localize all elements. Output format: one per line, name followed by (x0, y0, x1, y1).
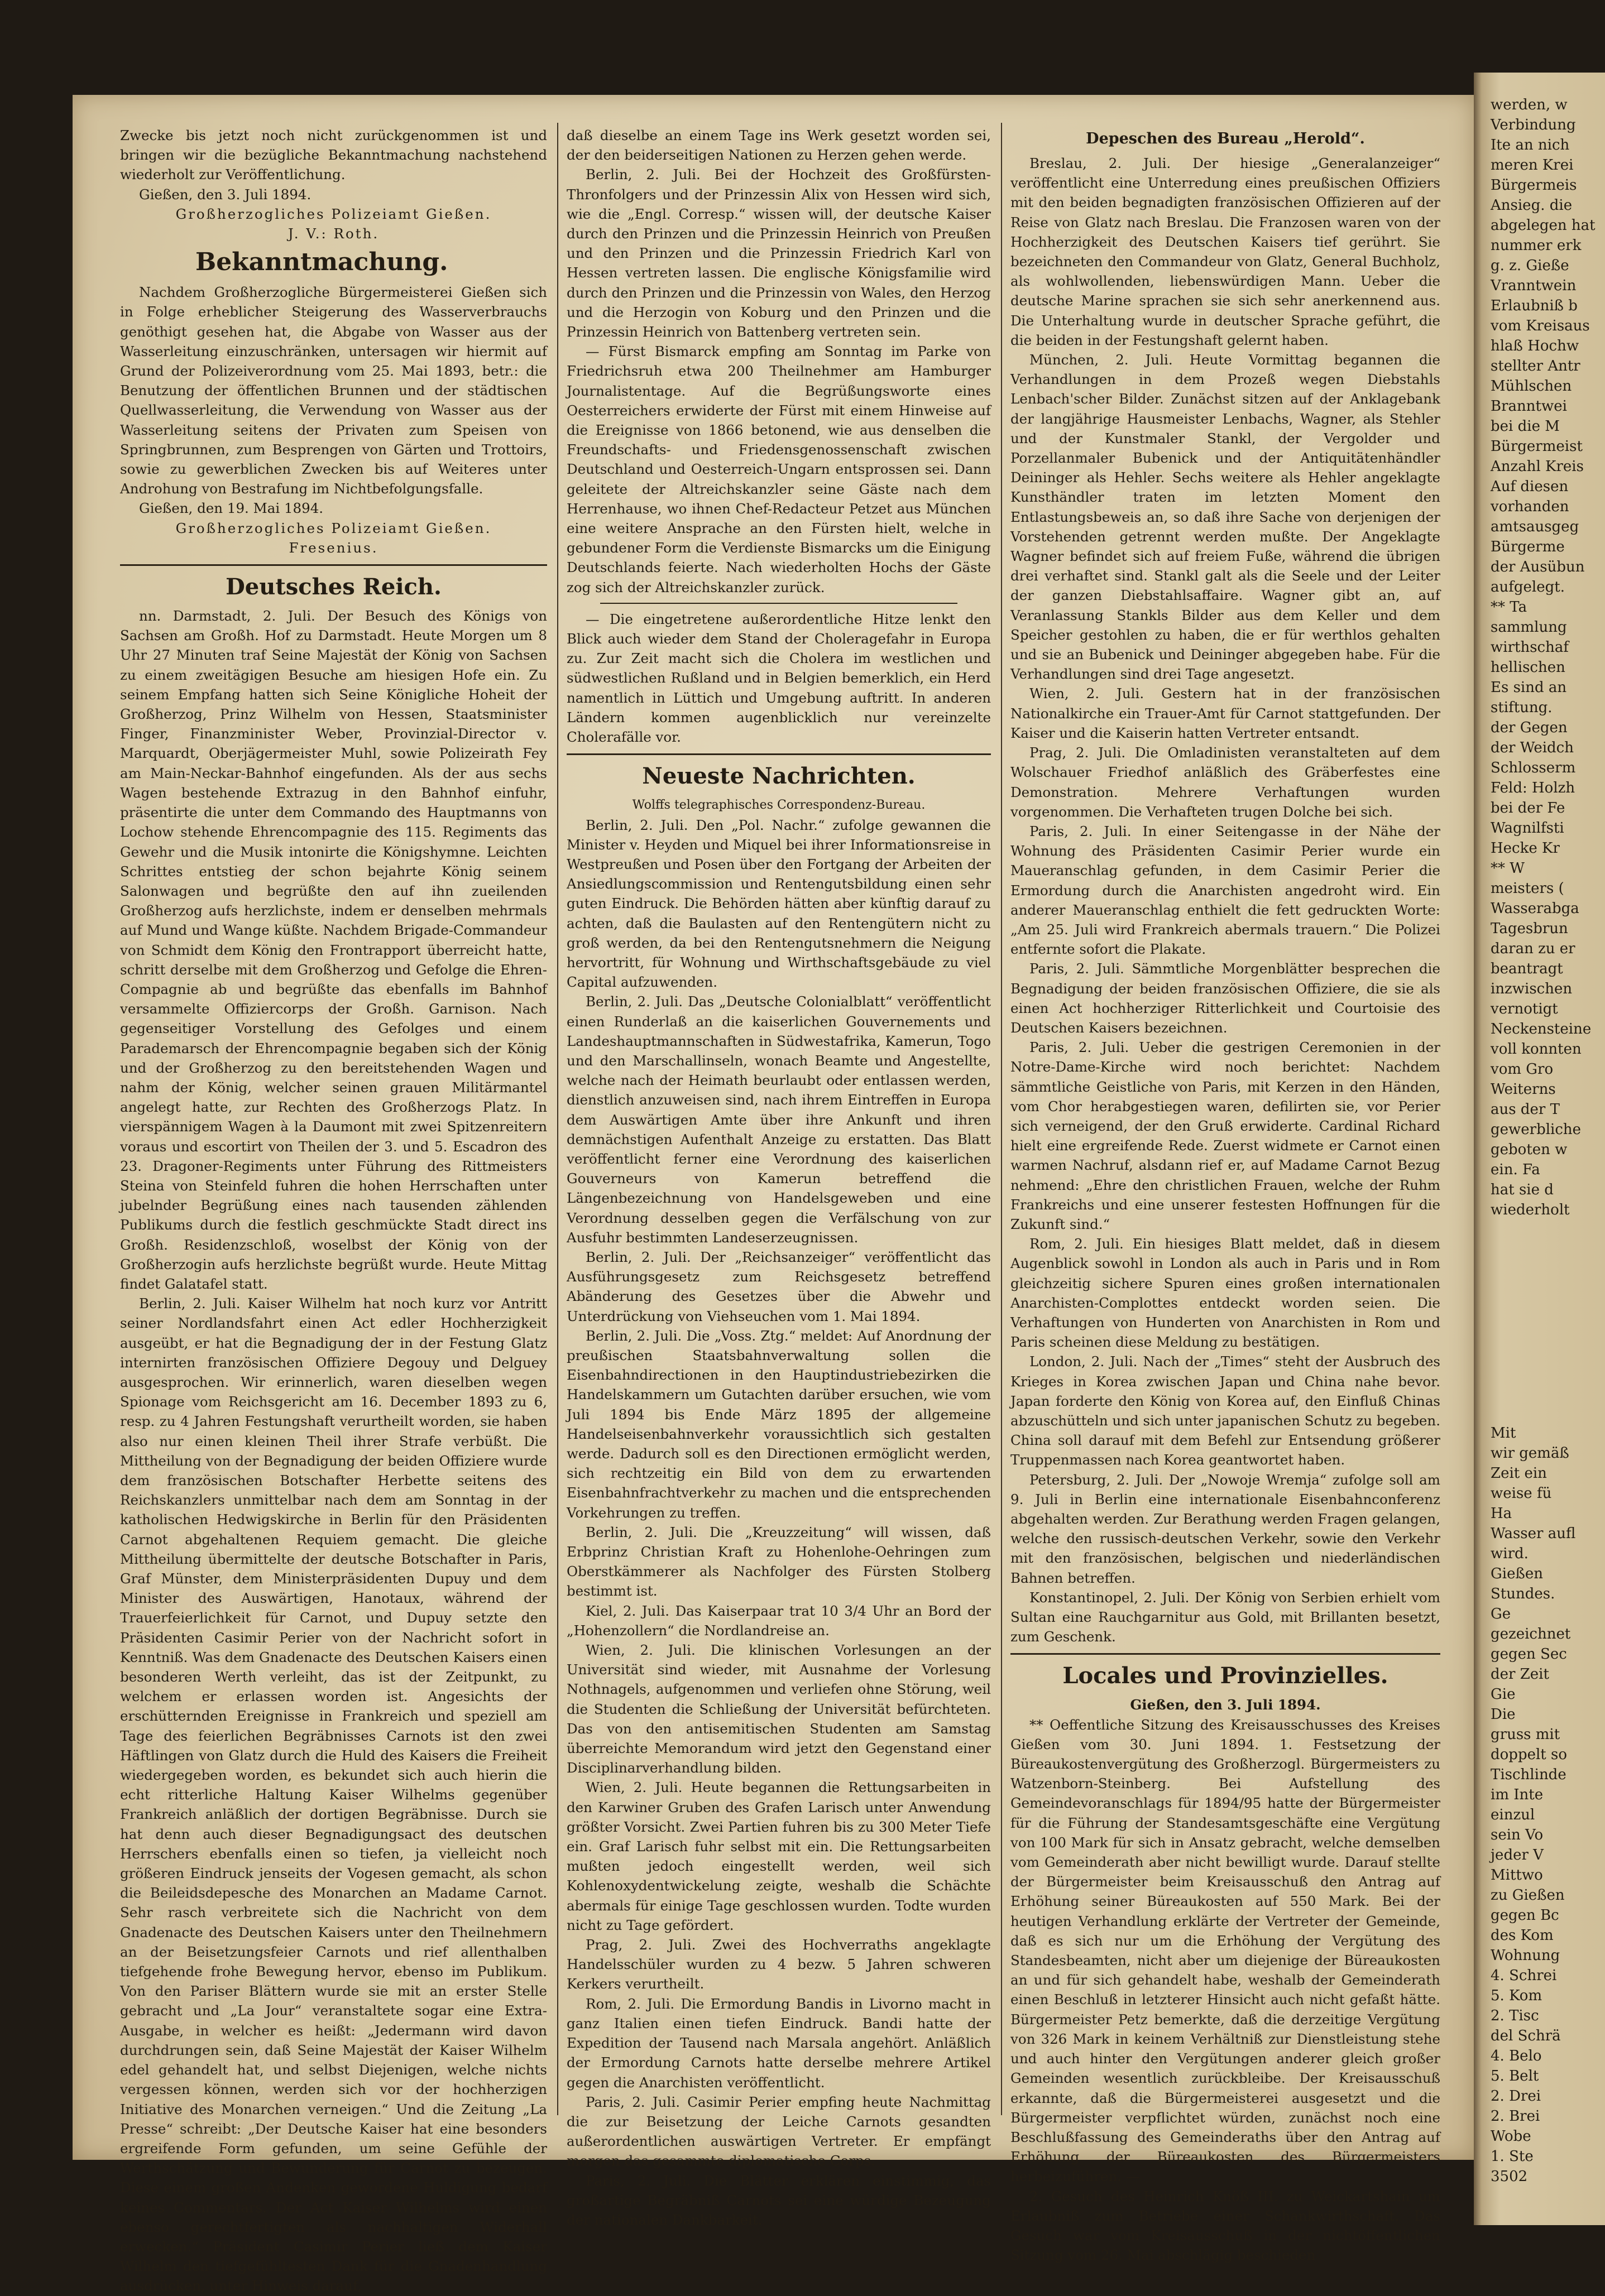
adjacent-page-line: voll konnten (1491, 1041, 1582, 1058)
adjacent-page-line: ** W (1491, 860, 1525, 877)
dispatch-item: Breslau, 2. Juli. Der hiesige „Generalanzeiger“ veröffentlicht eine Unterredung eines preußischen Offiziers mit den beiden begnadigten französischen Offizieren auf der Reise von Glatz nach Breslau. Die Franzosen waren von der Hochherzigkeit des Deutschen Kaisers tief gerührt. Sie bezeichneten den Commandeur von Glatz, General Buchholz, als wohlwollenden, liebenswürdigen Mann. Ueber die deutsche Marine sprachen sie sich sehr anerkennend aus. Die Unterhaltung wurde in deutscher Sprache geführt, die die beiden in der Festungshaft gelernt haben. (1010, 155, 1440, 348)
notice-authority: Großherzogliches Polizeiamt Gießen. (175, 205, 492, 222)
local-dateline: Gießen, den 3. Juli 1894. (1130, 1697, 1321, 1713)
adjacent-page-line: gegen Sec (1491, 1646, 1567, 1663)
adjacent-page-line: doppelt so (1491, 1746, 1567, 1763)
adjacent-page-line: Die (1491, 1706, 1516, 1723)
adjacent-page-line: gruss mit (1491, 1726, 1560, 1743)
adjacent-page-line: geboten w (1491, 1141, 1568, 1158)
section-divider (1010, 1653, 1440, 1655)
adjacent-page-line: beantragt (1491, 960, 1563, 977)
adjacent-page-line: del Schrä (1491, 2028, 1561, 2044)
adjacent-page-line: Anzahl Kreis (1491, 458, 1584, 475)
dispatch-item: Paris, 2. Juli. Sämmtliche Morgenblätter besprechen die Begnadigung der beiden französischen Offiziere, die sie als einen Act hochherziger Ritterlichkeit und Courtoisie des Deutschen Kaisers bezeichnen. (1010, 960, 1440, 1036)
adjacent-page-line: vom Gro (1491, 1061, 1554, 1078)
section-divider (120, 564, 547, 566)
adjacent-page-line: g. z. Gieße (1491, 257, 1569, 274)
adjacent-page-line: wird. (1491, 1545, 1529, 1562)
adjacent-page-line: bei die M (1491, 418, 1560, 435)
adjacent-page-line: Feld: Holzh (1491, 780, 1575, 796)
dispatch-item: Rom, 2. Juli. Ein hiesiges Blatt meldet, daß in diesem Augenblick sowohl in London als auch in Paris und in Rom gleichzeitig sichere Spuren eines großen internationalen Anarchisten-Complottes entdeckt worden seien. Die Verhaftungen von Hunderten von Anarchisten in Rom und Paris scheinen diese Meldung zu bestätigen. (1010, 1236, 1440, 1351)
newspaper-page (73, 95, 1474, 2294)
adjacent-page-line: Mühlschen (1491, 378, 1572, 395)
news-item: Rom, 2. Juli. Die Ermordung Bandis in Livorno macht in ganz Italien einen tiefen Eindruck. Bandi hatte der Expedition der Tausend nach Marsala angehört. Anläßlich der Ermordung Carnots hatte derselbe mehrere Artikel gegen die Anarchisten veröffentlicht. (567, 1995, 991, 2091)
article-paragraph: — Die eingetretene außerordentliche Hitze lenkt den Blick auch wieder dem Stand der Choleragefahr in Europa zu. Zur Zeit macht sich die Cholera im westlichen und südwestlichen Rußland und in Belgien bemerklich, ein Herd namentlich in Lüttich und Umgebung auftritt. In anderen Ländern kommen augenblicklich nur vereinzelte Cholerafälle vor. (567, 611, 991, 746)
article-paragraph: daß dieselbe an einem Tage ins Werk gesetzt worden sei, der den beiderseitigen Nationen zu Herzen gehen werde. (567, 127, 991, 164)
adjacent-page-line: 2. Tisc (1491, 2007, 1539, 2024)
adjacent-page-text-bottom (1474, 1423, 1575, 2187)
adjacent-page-line: der Zeit (1491, 1666, 1549, 1683)
adjacent-page-line: vorhanden (1491, 498, 1569, 515)
adjacent-page-line: Gie (1491, 1686, 1516, 1703)
adjacent-page-line: Auf diesen (1491, 478, 1569, 495)
adjacent-page-line: Ansieg. die (1491, 197, 1573, 214)
adjacent-page-line: daran zu er (1491, 940, 1575, 957)
news-item: Berlin, 2. Juli. Die „Kreuzzeitung“ will wissen, daß Erbprinz Christian Kraft zu Hohenlohe-Oehringen zum Oberstkämmerer als Nachfolger des Fürsten Stolberg bestimmt ist. (567, 1524, 991, 1599)
adjacent-page-line: Erlaubniß b (1491, 297, 1578, 314)
adjacent-page-line: Neckensteine (1491, 1021, 1592, 1037)
adjacent-page-line: gezeichnet (1491, 1626, 1571, 1642)
adjacent-page-line: hlaß Hochw (1491, 338, 1579, 354)
adjacent-page-line: zu Gießen (1491, 1887, 1565, 1904)
column-2 (567, 126, 991, 2230)
short-divider (600, 603, 957, 604)
adjacent-page-line: Bürgermeis (1491, 177, 1577, 194)
adjacent-page-line: Tagesbrun (1491, 920, 1568, 937)
adjacent-page-line: Wasserabga (1491, 900, 1579, 917)
announcement-body: Nachdem Großherzogliche Bürgermeisterei Gießen sich in Folge erheblicher Steigerung des Wasserverbrauchs genöthigt gesehen hat, die Abgabe von Wasser aus der Wasserleitung einzuschränken, untersagen wir hiermit auf Grund der Polizeiverordnung vom 25. Mai 1893, betr.: die Benutzung der öffentlichen Brunnen und der städtischen Quellwasserleitung, die Verwendung von Wasser aus der Wasserleitung seitens der Privaten zum Speisen von Springbrunnen, zum Besprengen von Gärten und Trottoirs, sowie zu gewerblichen Zwecken bis auf Weiteres unter Androhung von Bestrafung im Nichtbefolgungsfalle. (120, 284, 547, 497)
adjacent-page-line: Mit (1491, 1425, 1516, 1442)
adjacent-page-line: inzwischen (1491, 981, 1573, 997)
adjacent-page-line: sammlung (1491, 619, 1567, 636)
adjacent-page-line: Mittwo (1491, 1867, 1543, 1884)
adjacent-page-line: vom Kreisaus (1491, 318, 1590, 334)
dispatch-item: Konstantinopel, 2. Juli. Der König von Serbien erhielt vom Sultan eine Rauchgarnitur aus Gold, mit Brillanten besetzt, zum Geschenk. (1010, 1589, 1440, 1645)
adjacent-page-line: Schlosserm (1491, 760, 1576, 776)
article-paragraph: — Fürst Bismarck empfing am Sonntag im Parke von Friedrichsruh etwa 200 Theilnehmer am Hamburger Journalistentage. Auf die Begrüßungsworte eines Oesterreichers erwiderte der Fürst mit einem Hinweise auf die Ereignisse von 1866 betonend, wie aus denselben die Freundschafts- und Friedensgenossenschaft zwischen Deutschland und Oesterreich-Ungarn entsprossen sei. Dann geleitete der Altreichskanzler seine Gäste nach dem Herrenhause, wo ihnen Chef-Redacteur Petzet aus München eine weitere Ansprache an den Fürsten hielt, welche in gebundener Form die Verdienste Bismarcks um die Einigung Deutschlands feierte. Nach wiederholten Hochs der Gäste zog sich der Altreichskanzler zurück. (567, 343, 991, 595)
adjacent-page-line: bei der Fe (1491, 800, 1565, 816)
adjacent-page-line: gegen Bc (1491, 1907, 1559, 1924)
adjacent-page-line: Vranntwein (1491, 277, 1577, 294)
local-item: ** Oeffentliche Sitzung des Kreisausschusses des Kreises Gießen vom 30. Juni 1894. 1. Festsetzung der Büreaukostenvergütung des Großherzogl. Bürgermeisters zu Watzenborn-Steinberg. Bei Aufstellung des Gemeindevoranschlags für 1894/95 hatte der Bürgermeister für die Führung der Standesamtsgeschäfte eine Vergütung von 100 Mark für sich in Ansatz gebracht, welche demselben vom Gemeinderath aber nicht bewilligt wurde. Darauf stellte der Bürgermeister beim Kreisausschuß den Antrag auf Erhöhung seiner Büreaukosten auf 550 Mark. Bei der heutigen Verhandlung erklärte der Vertreter der Gemeinde, daß es sich nur um die Erhöhung der Vergütung des Standesbeamten, nicht aber um diejenige der Büreaukosten an und für sich gehandelt habe, weshalb der Gemeinderath einen Beschluß in letzterer Hinsicht auch nicht gefaßt hätte. Bürgermeister Petz bemerkte, daß die derzeitige Vergütung von 326 Mark in keinem Verhältniß zur Dienstleistung stehe und auch hinter den Vergütungen anderer gleich großer Gemeinden wesentlich zurückbleibe. Der Kreisausschuß erkannte, daß die Bürgermeisterei ausgesetzt und die Bürgermeister verpflichtet würden, zunächst noch eine Beschlußfassung des Gemeinderaths über den Antrag auf Erhöhung der Büreaukosten des Bürgermeisters herbeizuführen. — (1010, 1716, 1440, 2185)
dispatch-item: Prag, 2. Juli. Die Omladinisten veranstalteten auf dem Wolschauer Friedhof anläßlich des Gräberfestes eine Demonstration. Mehrere Verhaftungen wurden vorgenommen. Die Verhafteten trugen Dolche bei sich. (1010, 744, 1440, 820)
announcement-date: Gießen, den 19. Mai 1894. (139, 500, 324, 517)
adjacent-page-line: Weiterns (1491, 1081, 1556, 1098)
news-item: Berlin, 2. Juli. Das „Deutsche Colonialblatt“ veröffentlicht einen Runderlaß an die kaiserlichen Gouvernements und Landeshauptmannschaften in Südwestafrika, Kamerun, Togo und den Marschallinseln, wonach Beamte und Angestellte, welche nach der Heimath beurlaubt oder entlassen werden, dienstlich anzuweisen sind, nach ihrem Eintreffen in Europa dem Auswärtigen Amte über ihre Ankunft und ihren demnächstigen Aufenthalt Anzeige zu erstatten. Das Blatt veröffentlicht ferner eine Verordnung des kaiserlichen Gouverneurs von Kamerun betreffend die Längenbezeichnung von Handelsgeweben und eine Verordnung desselben gegen die Verfälschung von zur Ausfuhr bestimmten Landeserzeugnissen. (567, 993, 991, 1246)
adjacent-page-line: Stundes. (1491, 1586, 1555, 1602)
adjacent-page-line: 4. Schrei (1491, 1967, 1557, 1984)
dispatch-item: Wien, 2. Juli. Gestern hat in der französischen Nationalkirche ein Trauer-Amt für Carnot stattgefunden. Der Kaiser und die Kaiserin hatten Vertreter entsandt. (1010, 685, 1440, 741)
adjacent-page-line: des Kom (1491, 1927, 1554, 1944)
news-item: Prag, 2. Juli. Zwei des Hochverraths angeklagte Handelsschüler wurden zu 4 bezw. 5 Jahren schweren Kerkers verurtheilt. (567, 1937, 991, 1992)
adjacent-page-line: Tischlinde (1491, 1766, 1566, 1783)
dispatch-item: Paris, 2. Juli. In einer Seitengasse in der Nähe der Wohnung des Präsidenten Casimir Perier wurde ein Maueranschlag gefunden, in dem Casimir Perier die Ermordung durch die Anarchisten angedroht wird. Ein anderer Maueranschlag enthielt die fett gedruckten Worte: „Am 25. Juli wird Frankreich abermals trauern.“ Die Polizei entfernte sofort die Plakate. (1010, 823, 1440, 958)
section-heading-neueste-nachrichten: Neueste Nachrichten. (642, 763, 916, 790)
section-heading-deutsches-reich: Deutsches Reich. (226, 574, 442, 601)
news-item: Berlin, 2. Juli. Der „Reichsanzeiger“ veröffentlicht das Ausführungsgesetz zum Reichsgesetz betreffend Abänderung des Gesetzes über die Abwehr und Unterdrückung von Viehseuchen vom 1. Mai 1894. (567, 1248, 991, 1324)
adjacent-page-line: weise fü (1491, 1485, 1552, 1502)
adjacent-page-line: wiederholt (1491, 1202, 1570, 1218)
adjacent-page-line: der Weidch (1491, 739, 1574, 756)
adjacent-page-line: Ite an nich (1491, 137, 1570, 153)
adjacent-page-line: 2. Drei (1491, 2088, 1541, 2105)
adjacent-page-line: der Ausübun (1491, 559, 1585, 575)
adjacent-page-line: hellischen (1491, 659, 1565, 676)
adjacent-page-line: Verbindung (1491, 117, 1576, 133)
news-item: Berlin, 2. Juli. Die „Voss. Ztg.“ meldet: Auf Anordnung der preußischen Staatsbahnverwaltung sollen die Eisenbahndirectionen in den Hauptindustriebezirken die Handelskammern um Gutachten darüber ersuchen, wie vom Juli 1894 bis Ende März 1895 der allgemeine Handelseisenbahnverkehr voraussichtlich sich gestalten werde. Dadurch soll es den Directionen ermöglicht werden, sich rechtzeitig ein Bild von dem zu erwartenden Eisenbahnfrachtverkehr zu machen und die entsprechenden Vorkehrungen zu treffen. (567, 1327, 991, 1521)
dispatch-item: Paris, 2. Juli. Ueber die gestrigen Ceremonien in der Notre-Dame-Kirche wird noch berichtet: Nachdem sämmtliche Geistliche von Paris, mit Kerzen in den Händen, vom Chor herabgestiegen waren, defilirten sie, vor Perier sich verneigend, der den Gruß erwiderte. Cardinal Richard hielt eine ergreifende Rede. Zuerst widmete er Carnot einen warmen Nachruf, alsdann rief er, auf Madame Carnot Bezug nehmend: „Ehre den christlichen Frauen, welche der Ruhm Frankreichs und eine unserer festesten Hoffnungen für die Zukunft sind.“ (1010, 1039, 1440, 1232)
adjacent-page-line: Gießen (1491, 1565, 1543, 1582)
dispatch-item: Petersburg, 2. Juli. Der „Nowoje Wremja“ zufolge soll am 9. Juli in Berlin eine internationale Eisenbahnconferenz abgehalten werden. Zur Berathung werden Fragen gelangen, welche den russisch-deutschen Verkehr, sowie den Verkehr mit den französischen, belgischen und niederländischen Bahnen betreffen. (1010, 1471, 1440, 1586)
adjacent-page-line: meren Krei (1491, 157, 1574, 174)
adjacent-page-line: vernotigt (1491, 1001, 1558, 1017)
adjacent-page-line: ** Ta (1491, 599, 1527, 616)
adjacent-page-line: wirthschaf (1491, 639, 1569, 656)
adjacent-page-line: sein Vo (1491, 1827, 1544, 1843)
adjacent-page-line: Bürgerme (1491, 539, 1565, 555)
announcement-authority: Großherzogliches Polizeiamt Gießen. (175, 520, 492, 536)
adjacent-page-line: Wohnung (1491, 1947, 1560, 1964)
adjacent-page-line: Wasser aufl (1491, 1525, 1576, 1542)
adjacent-page-line: abgelegen hat (1491, 217, 1596, 234)
adjacent-page-line: Branntwei (1491, 398, 1567, 415)
article-paragraph: Berlin, 2. Juli. Kaiser Wilhelm hat noch kurz vor Antritt seiner Nordlandsfahrt einen Act edler Hochherzigkeit ausgeübt, er hat die Begnadigung der in der Festung Glatz internirten französischen Offiziere Degouy und Delguey ausgesprochen. Wir erinnerlich, waren dieselben wegen Spionage vom Reichsgericht am 16. December 1893 zu 6, resp. zu 4 Jahren Festungshaft verurtheilt worden, sie haben also nur einen kleinen Theil ihrer Strafe verbüßt. Die Mittheilung von der Begnadigung der beiden Offiziere wurde dem französischen Botschafter Herbette seitens des Reichskanzlers unmittelbar nach dem am Sonntag in der katholischen Hedwigskirche in Berlin für den Präsidenten Carnot abgehaltenen Requiem gemacht. Die gleiche Mittheilung übermittelte der deutsche Botschafter in Paris, Graf Münster, dem Ministerpräsidenten Dupuy und dem Minister des Auswärtigen, Hanotaux, während der Trauerfeierlichkeit für Carnot, und Dupuy setzte den Präsidenten Casimir Perier von der Nachricht sofort in Kenntniß. Was dem Gnadenacte des Deutschen Kaisers einen besonderen Werth verleiht, das ist der Zeitpunkt, zu welchem er erlassen worden ist. Angesichts der erschütternden Ereignisse in Frankreich und speziell am Tage des feierlichen Begräbnisses Carnots ist den zwei Häftlingen von Glatz durch die Huld des Kaisers die Freiheit wiedergegeben worden, es bekundet sich auch hierin die echt ritterliche Haltung Kaiser Wilhelms gegenüber Frankreich anläßlich der dortigen Begräbnisse. Durch sie hat denn auch dieser Begnadigungsact des deutschen Herrschers ebenfalls einen so tiefen, ja vielleicht noch größeren Eindruck jenseits der Vogesen gemacht, als schon die Beileidsdepesche des Monarchen an Madame Carnot. Sehr rasch verbreitete sich die Nachricht von dem Gnadenacte des Deutschen Kaisers unter den Theilnehmern an der Beisetzungsfeier Carnots und rief allenthalben tiefgehende frohe Bewegung hervor, ebenso im Publikum. Von den Pariser Blättern wurde sie mit an erster Stelle gebracht und „La Jour“ veranstaltete sogar eine Extra-Ausgabe, in welcher es heißt: „Jedermann wird davon durchdrungen sein, daß Seine Majestät der Kaiser Wilhelm edel gehandelt hat, und selbst Diejenigen, welche nichts vergessen können, werden sich vor der hochherzigen Initiative des Monarchen verneigen.“ Und die Zeitung „La Presse“ schreibt: „Der Deutsche Kaiser hat eine besonders ergreifende Form gefunden, um seine Gefühle der Werthschätzung und Bewunderung für Carnot zu bezeugen. Diese einem großen Andenken gewordene Huldigung bedarf keines Commentars. Der Act Kaiser Wilhelms wird einen ebenso gerechtfertigten als nachhaltigen Widerhall erwecken.“ Präsident Casimir Perier ließ dem Kaiser Wilhelm den tiefgefühltesten Dank für die Gnadenhandlung ausdrücken, unter Hinweis darauf, (120, 1295, 547, 2294)
adjacent-page-line: 2. Brei (1491, 2108, 1540, 2125)
adjacent-page-line: 1. Ste (1491, 2148, 1534, 2165)
column-rule (1001, 123, 1002, 2115)
adjacent-page-line: jeder V (1491, 1847, 1544, 1863)
adjacent-page-line: 5. Belt (1491, 2068, 1539, 2084)
announcement-signature: Fresenius. (289, 539, 379, 556)
adjacent-page-line: Wobe (1491, 2128, 1531, 2145)
adjacent-page-line: Es sind an (1491, 679, 1567, 696)
dispatch-item: London, 2. Juli. Nach der „Times“ steht der Ausbruch des Krieges in Korea zwischen Japan und China nahe bevor. Japan forderte den König von Korea auf, den Einfluß Chinas abzuschütteln und sich unter japanischen Schutz zu begeben. China soll darauf mit dem Befehl zur Entsendung größerer Truppenmassen nach Korea geantwortet haben. (1010, 1353, 1440, 1468)
adjacent-page-strip (1474, 73, 1605, 2225)
news-item: Wien, 2. Juli. Heute begannen die Rettungsarbeiten in den Karwiner Gruben des Grafen Larisch unter Anwendung größter Vorsicht. Zwei Partien fuhren bis zu 300 Meter Tiefe ein. Graf Larisch fuhr selbst mit ein. Die Rettungsarbeiten mußten jedoch eingestellt werden, weil sich Kohlenoxydentwickelung zeigte, weshalb die Schächte abermals für einige Tage geschlossen wurden. Todte wurden nicht zu Tage gefördert. (567, 1779, 991, 1933)
adjacent-page-line: meisters ( (1491, 880, 1564, 897)
adjacent-page-line: Ge (1491, 1606, 1511, 1622)
adjacent-page-line: hat sie d (1491, 1181, 1554, 1198)
adjacent-page-line: Zeit ein (1491, 1465, 1547, 1482)
notice-paragraph: Zwecke bis jetzt noch nicht zurückgenommen ist und bringen wir die bezügliche Bekanntmachung nachstehend wiederholt zur Veröffentlichung. (120, 127, 547, 183)
adjacent-page-line: werden, w (1491, 97, 1568, 113)
adjacent-page-line: nummer erk (1491, 237, 1582, 254)
adjacent-page-line: Ha (1491, 1505, 1512, 1522)
section-subheading: Wolffs telegraphisches Correspondenz-Bureau. (632, 798, 926, 813)
adjacent-page-line: Bürgermeist (1491, 438, 1583, 455)
news-item: Wien, 2. Juli. Die klinischen Vorlesungen an der Universität sind wieder, mit Ausnahme der Vorlesung Nothnagels, aufgenommen und verliefen ohne Störung, weil die Studenten die Schließung der Universität befürchteten. Das von den antisemitischen Studenten am Samstag überreichte Memorandum wird jetzt den Gegenstand einer Disciplinarverhandlung bilden. (567, 1642, 991, 1776)
column-1 (120, 126, 547, 2296)
section-heading-locales: Locales und Provinzielles. (1062, 1663, 1388, 1689)
news-item: Paris, 2. Juli. Casimir Perier empfing heute Nachmittag die zur Beisetzung der Leiche Carnots gesandten außerordentlichen auswärtigen Vertreter. Er empfängt morgen das gesammte diplomatische Corps. (567, 2093, 991, 2169)
adjacent-page-line: 5. Kom (1491, 1987, 1542, 2004)
adjacent-page-line: der Gegen (1491, 719, 1568, 736)
announcement-heading: Bekanntmachung. (195, 248, 448, 277)
news-item: Berlin, 2. Juli. Den „Pol. Nachr.“ zufolge gewannen die Minister v. Heyden und Miquel bei ihrer Informationsreise in Westpreußen und Posen über den Fortgang der Arbeiten der Ansiedlungscommission und Rentengutsbildung einen sehr guten Eindruck. Die Behörden hätten aber künftig darauf zu achten, daß die Baulasten auf den Rentengütern nicht zu groß werden, da bei den Rentengutsnehmern die Neigung hervortritt, für Wohnung und Wirthschaftsgebäude zu viel Capital aufzuwenden. (567, 816, 991, 991)
notice-signature: J. V.: Roth. (288, 225, 380, 242)
adjacent-page-line: amtsausgeg (1491, 518, 1579, 535)
section-divider (567, 753, 991, 755)
notice-date: Gießen, den 3. Juli 1894. (139, 186, 312, 203)
adjacent-page-line: Wagnilfsti (1491, 820, 1564, 837)
column-rule (557, 123, 558, 2115)
article-paragraph: Berlin, 2. Juli. Bei der Hochzeit des Großfürsten-Thronfolgers und der Prinzessin Alix von Hessen wird sich, wie die „Engl. Corresp.“ wissen will, der deutsche Kaiser durch den Prinzen und die Prinzessin Heinrich von Preußen und den Prinzen und die Prinzessin Friedrich Karl von Hessen vertreten lassen. Die englische Königsfamilie wird durch den Prinzen und die Prinzessin von Wales, den Herzog und die Herzogin von Koburg und den Prinzen und die Prinzessin Heinrich von Battenberg vertreten sein. (567, 166, 991, 340)
adjacent-page-line: aufgelegt. (1491, 579, 1565, 595)
adjacent-page-line: ein. Fa (1491, 1161, 1540, 1178)
column-3 (1010, 126, 1440, 2265)
news-item: Kiel, 2. Juli. Das Kaiserpaar trat 10 3/4 Uhr an Bord der „Hohenzollern“ die Nordlandreise an. (567, 1602, 991, 1639)
news-item: Paris, 2. Juli. Die Blätter erklären einstimmig, das großartige Begräbniß Carnots sei eine würdige Bezeugung der nationalen Dankbarkeit. (567, 2172, 991, 2228)
adjacent-page-line: 4. Belo (1491, 2048, 1542, 2064)
article-paragraph: nn. Darmstadt, 2. Juli. Der Besuch des Königs von Sachsen am Großh. Hof zu Darmstadt. Heute Morgen um 8 Uhr 27 Minuten traf Seine Majestät der König von Sachsen zu einem zweitägigen Besuche am hiesigen Hofe ein. Zu seinem Empfang hatten sich Seine Königliche Hoheit der Großherzog, Prinz Wilhelm von Hessen, Staatsminister Finger, Finanzminister Weber, Provinzial-Director v. Marquardt, Oberjägermeister Muhl, sowie Polizeirath Fey am Main-Neckar-Bahnhof eingefunden. Als der aus sechs Wagen bestehende Extrazug in den Bahnhof einfuhr, präsentirte die unter dem Commando des Hauptmanns von Lochow stehende Ehrencompagnie des 115. Regiments das Gewehr und die Musik intonirte die Königshymne. Leichten Schrittes entstieg der schon bejahrte König seinem Salonwagen und begrüßte den auf ihn zueilenden Großherzog aufs herzlichste, indem er denselben mehrmals auf Mund und Wange küßte. Nachdem Brigade-Commandeur von Schmidt dem König den Frontrapport überreicht hatte, schritt derselbe mit dem Großherzog und Gefolge die Ehren-Compagnie ab und begrüßte das ebenfalls im Bahnhof versammelte Offiziercorps der Großh. Garnison. Nach gegenseitiger Vorstellung des Gefolges und einem Parademarsch der Ehrencompagnie begaben sich der König und der Großherzog zu den bereitstehenden Wagen und nahm der König, welcher seinen grauen Militärmantel angelegt hatte, zur Rechten des Großherzogs Platz. In vierspännigem Wagen à la Daumont mit zwei Spitzenreitern voraus und escortirt von Theilen der 3. und 5. Escadron des 23. Dragoner-Regiments unter Führung des Rittmeisters Steina von Steinfeld fuhren die hohen Herrschaften unter jubelnder Begrüßung eines nach tausenden zählenden Publikums durch die festlich geschmückte Stadt direct ins Großh. Residenzschloß, woselbst der König von der Großherzogin aufs herzlichste begrüßt wurde. Heute Mittag findet Galatafel statt. (120, 608, 547, 1292)
adjacent-page-line: 3502 (1491, 2168, 1528, 2185)
adjacent-page-line: im Inte (1491, 1786, 1544, 1803)
adjacent-page-line: Hecke Kr (1491, 840, 1560, 857)
dispatch-item: München, 2. Juli. Heute Vormittag begannen die Verhandlungen in dem Prozeß wegen Diebstahls Lenbach'scher Bilder. Zunächst sitzen auf der Anklagebank der langjährige Hausmeister Lenbachs, Wagner, als Stehler und der Kunstmaler Stankl, der Vergolder und Porzellanmaler Bubenick und der Antiquitätenhändler Deininger als Hehler. Sechs weitere als Hehler angeklagte Kunsthändler traten im letzten Moment den Entlastungsbeweis an, so daß ihre Sache von derjenigen der Vorstehenden getrennt werden mußte. Der Angeklagte Wagner befindet sich auf freiem Fuße, während die übrigen drei verhaftet sind. Stankl galt als die Seele und der Leiter der ganzen Diebstahlsaffaire. Wagner gibt an, auf Veranlassung Stankls Bilder aus dem Keller und dem Speicher gestohlen zu haben, die er für werthlos gehalten und sie an Bubenick und Deininger abgegeben habe. Für die Verhandlungen sind drei Tage angesetzt. (1010, 352, 1440, 683)
adjacent-page-line: stellter Antr (1491, 358, 1580, 374)
adjacent-page-line: wir gemäß (1491, 1445, 1569, 1462)
adjacent-page-line: aus der T (1491, 1101, 1560, 1118)
adjacent-page-text-top (1474, 95, 1596, 1220)
adjacent-page-line: einzul (1491, 1807, 1535, 1823)
section-heading-depeschen: Depeschen des Bureau „Herold“. (1086, 130, 1365, 147)
local-item: 2. Gesuch des Heinrich Knöß III. zu Weickartshain um Erlaubniß zum Betriebe einer Schankwirthschaft. Das Gesuch war vom Kreisausschuß in der nichtöffentlichen Sitzung vom 26. Mai abschlägig beschieden (1010, 2188, 1440, 2264)
adjacent-page-line: gewerbliche (1491, 1121, 1582, 1138)
adjacent-page-line: stiftung. (1491, 699, 1553, 716)
